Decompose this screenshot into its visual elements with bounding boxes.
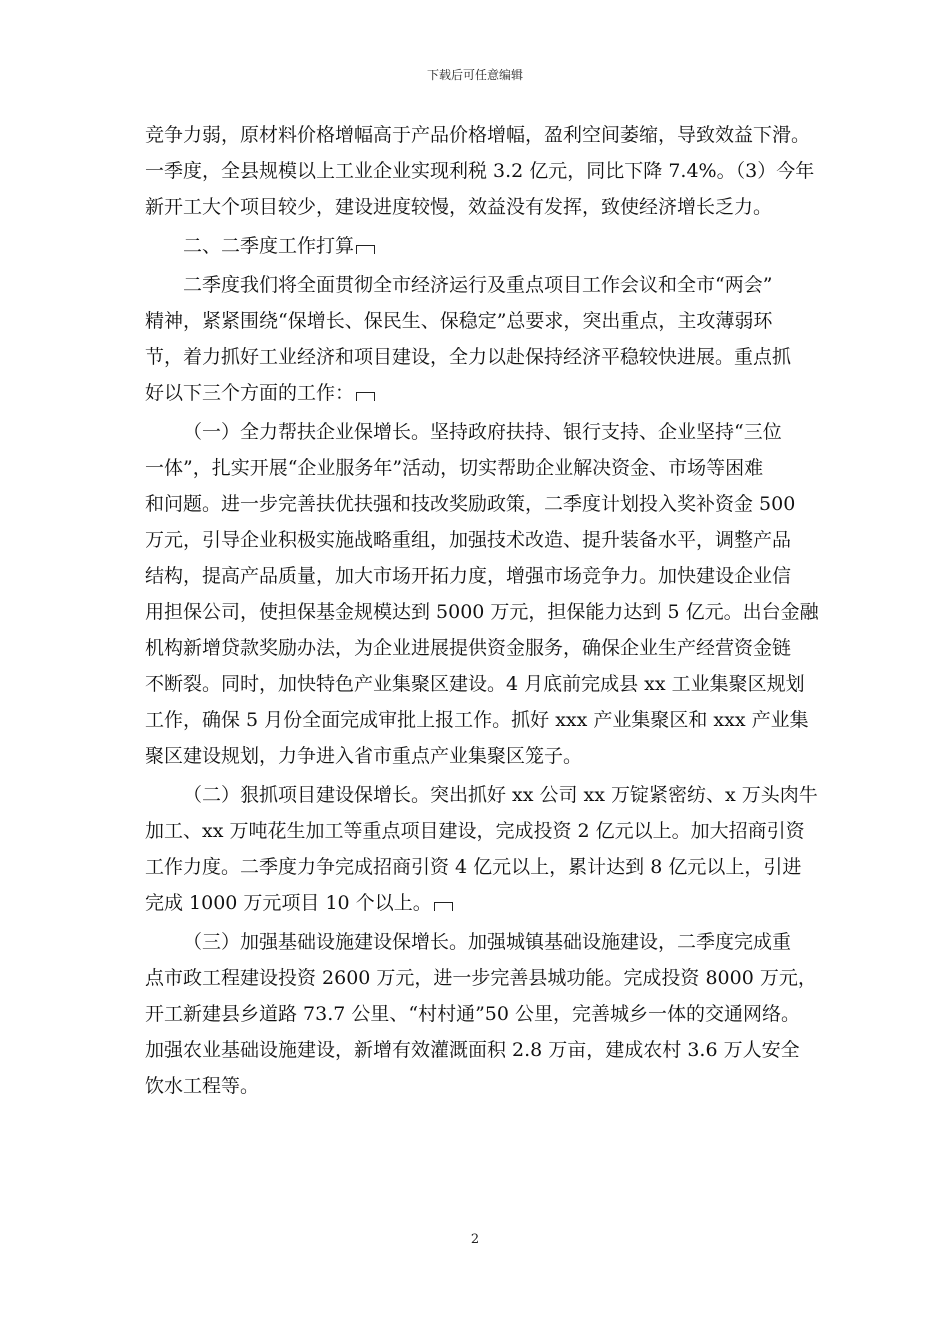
line-text: 不断裂。同时，加快特色产业集聚区建设。4 月底前完成县 xx 工业集聚区规划 <box>145 673 805 695</box>
line-text: 用担保公司，使担保基金规模达到 5000 万元，担保能力达到 5 亿元。出台金融 <box>145 601 819 623</box>
paragraph <box>145 777 818 921</box>
text-line <box>145 666 813 702</box>
paragraph <box>145 228 813 264</box>
text-line <box>145 414 813 450</box>
line-text: 和问题。进一步完善扶优扶强和技改奖励政策，二季度计划投入奖补资金 500 <box>145 493 796 515</box>
text-line <box>145 1032 813 1068</box>
line-text: 结构，提高产品质量，加大市场开拓力度，增强市场竞争力。加快建设企业信 <box>145 565 792 587</box>
line-text: 加强农业基础设施建设，新增有效灌溉面积 2.8 万亩，建成农村 3.6 万人安全 <box>145 1039 800 1061</box>
paragraph <box>145 924 817 1104</box>
line-text: 竞争力弱，原材料价格增幅高于产品价格增幅，盈利空间萎缩，导致效益下滑。 <box>145 124 811 146</box>
paragraph <box>145 117 813 225</box>
text-line <box>145 702 813 738</box>
line-text: 饮水工程等。 <box>145 1075 260 1097</box>
paragraph-end-mark <box>434 902 453 911</box>
line-text: 完成 1000 万元项目 10 个以上。 <box>145 892 432 914</box>
line-text: 一体”，扎实开展“企业服务年”活动，切实帮助企业解决资金、市场等困难 <box>145 457 764 479</box>
line-text: 新开工大个项目较少，建设进度较慢，效益没有发挥，致使经济增长乏力。 <box>145 196 773 218</box>
line-text: 工作，确保 5 月份全面完成审批上报工作。抓好 xxx 产业集聚区和 xxx 产业集 <box>145 709 809 731</box>
text-line <box>145 267 813 303</box>
line-text: 二季度我们将全面贯彻全市经济运行及重点项目工作会议和全市“两会” <box>183 274 773 296</box>
line-text: （一）全力帮扶企业保增长。坚持政府扶持、银行支持、企业坚持“三位 <box>183 421 782 443</box>
line-text: 一季度，全县规模以上工业企业实现利税 3.2 亿元，同比下降 7.4%。（3）今年 <box>145 160 815 182</box>
text-line <box>145 924 813 960</box>
text-line <box>145 486 813 522</box>
paragraph <box>145 414 819 774</box>
text-line <box>145 885 813 921</box>
paragraph <box>145 267 813 411</box>
line-text: 节，着力抓好工业经济和项目建设，全力以赴保持经济平稳较快进展。重点抓 <box>145 346 792 368</box>
text-line <box>145 558 813 594</box>
text-line <box>145 303 813 339</box>
text-line <box>145 450 813 486</box>
line-text: （二）狠抓项目建设保增长。突出抓好 xx 公司 xx 万锭紧密纺、x 万头肉牛 <box>183 784 818 806</box>
text-line <box>145 960 817 996</box>
line-text: 精神，紧紧围绕“保增长、保民生、保稳定”总要求，突出重点，主攻薄弱环 <box>145 310 773 332</box>
paragraph-end-mark <box>356 392 375 401</box>
line-text: 开工新建县乡道路 73.7 公里、“村村通”50 公里，完善城乡一体的交通网络。 <box>145 1003 801 1025</box>
text-line <box>145 738 813 774</box>
line-text: 万元，引导企业积极实施战略重组，加强技术改造、提升装备水平，调整产品 <box>145 529 792 551</box>
text-line <box>145 813 813 849</box>
text-line <box>145 996 813 1032</box>
line-text: 二、二季度工作打算 <box>183 235 355 257</box>
text-line <box>145 153 813 189</box>
text-line <box>145 594 819 630</box>
text-line <box>145 849 813 885</box>
line-text: 加工、xx 万吨花生加工等重点项目建设，完成投资 2 亿元以上。加大招商引资 <box>145 820 805 842</box>
line-text: 点市政工程建设投资 2600 万元，进一步完善县城功能。完成投资 8000 万元， <box>145 967 817 989</box>
text-line <box>145 117 813 153</box>
page-header: 下载后可任意编辑 <box>426 68 523 82</box>
text-line <box>145 1068 813 1104</box>
paragraph-end-mark <box>356 245 375 254</box>
line-text: 好以下三个方面的工作： <box>145 382 355 404</box>
line-text: 机构新增贷款奖励办法，为企业进展提供资金服务，确保企业生产经营资金链 <box>145 637 792 659</box>
page-number: 2 <box>470 1232 480 1247</box>
text-line <box>145 777 818 813</box>
text-line <box>145 630 813 666</box>
text-line <box>145 189 813 225</box>
document-body <box>145 117 819 1104</box>
text-line <box>145 228 813 264</box>
line-text: 聚区建设规划，力争进入省市重点产业集聚区笼子。 <box>145 745 583 767</box>
line-text: 工作力度。二季度力争完成招商引资 4 亿元以上，累计达到 8 亿元以上，引进 <box>145 856 802 878</box>
line-text: （三）加强基础设施建设保增长。加强城镇基础设施建设，二季度完成重 <box>183 931 792 953</box>
text-line <box>145 522 813 558</box>
text-line <box>145 339 813 375</box>
text-line <box>145 375 813 411</box>
